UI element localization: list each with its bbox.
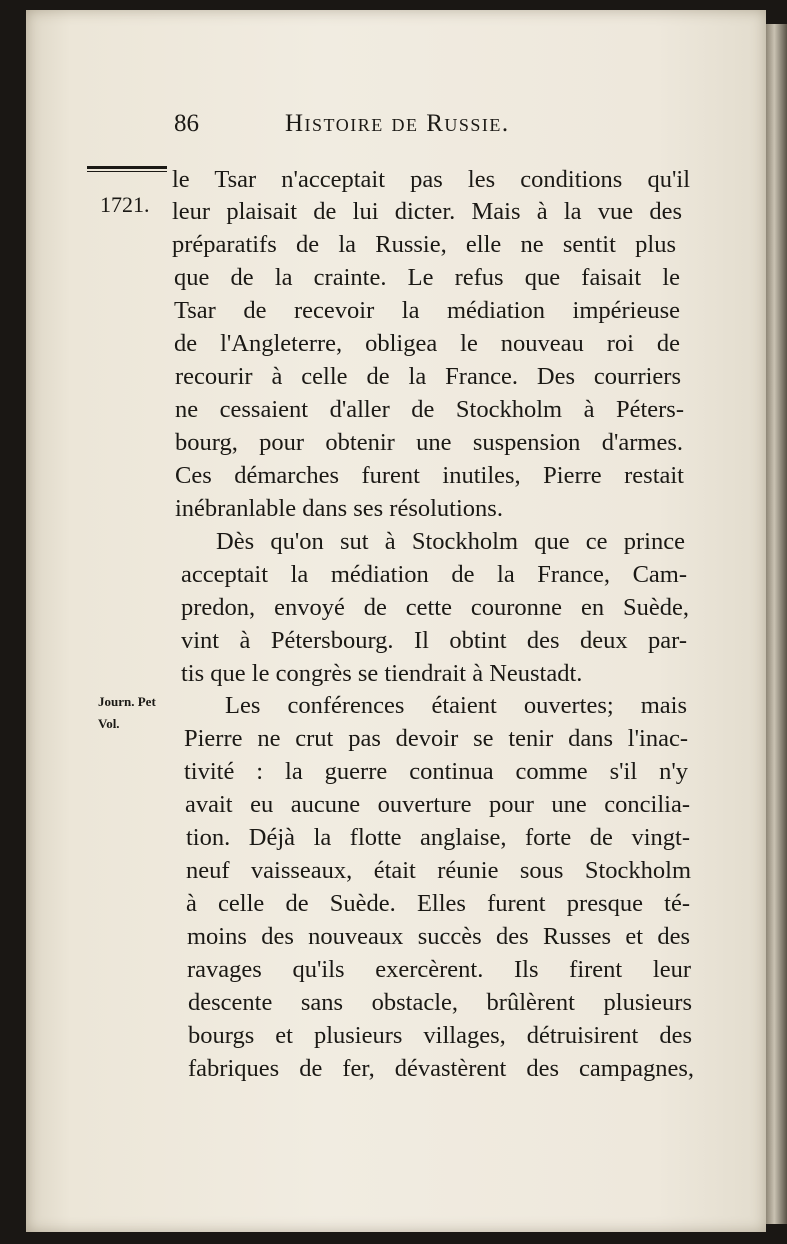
- text-line: descente sans obstacle, brûlèrent plusieurs: [188, 989, 692, 1016]
- book-edge: [766, 24, 787, 1224]
- text-line: de l'Angleterre, obligea le nouveau roi de: [174, 330, 680, 357]
- margin-note-journal: Journ. Pet: [98, 694, 156, 709]
- text-line: neuf vaisseaux, était réunie sous Stockholm: [186, 857, 691, 884]
- text-line: tion. Déjà la flotte anglaise, forte de vingt-: [186, 824, 690, 851]
- text-line: ravages qu'ils exercèrent. Ils firent leur: [187, 956, 691, 983]
- text-line: préparatifs de la Russie, elle ne sentit plus: [172, 231, 676, 258]
- text-line: tis que le congrès se tiendrait à Neustadt.: [181, 660, 583, 687]
- margin-note-volume: Vol.: [98, 716, 120, 731]
- margin-year: 1721.: [100, 192, 150, 217]
- margin-rule: [87, 166, 167, 172]
- text-line: tivité : la guerre continua comme s'il n'y: [184, 758, 688, 785]
- text-line: vint à Pétersbourg. Il obtint des deux par-: [181, 627, 687, 654]
- page-number: 86: [174, 110, 199, 137]
- text-line: à celle de Suède. Elles furent presque té-: [186, 890, 690, 917]
- text-line: fabriques de fer, dévastèrent des campagnes,: [188, 1055, 694, 1082]
- text-line: bourg, pour obtenir une suspension d'armes.: [175, 429, 683, 456]
- text-line: Dès qu'on sut à Stockholm que ce prince: [216, 528, 685, 555]
- text-line: inébranlable dans ses résolutions.: [175, 495, 503, 522]
- text-line: moins des nouveaux succès des Russes et des: [187, 923, 690, 950]
- text-line: leur plaisait de lui dicter. Mais à la vue des: [172, 198, 682, 225]
- running-title: Histoire de Russie.: [285, 110, 510, 137]
- text-line: Tsar de recevoir la médiation impérieuse: [174, 297, 680, 324]
- text-line: Pierre ne crut pas devoir se tenir dans l'inac-: [184, 725, 688, 752]
- text-line: recourir à celle de la France. Des courriers: [175, 363, 681, 390]
- text-line: predon, envoyé de cette couronne en Suède,: [181, 594, 689, 621]
- text-line: ne cessaient d'aller de Stockholm à Péters-: [175, 396, 684, 423]
- text-line: Les conférences étaient ouvertes; mais: [225, 692, 687, 719]
- text-line: Ces démarches furent inutiles, Pierre restait: [175, 462, 684, 489]
- text-line: le Tsar n'acceptait pas les conditions qu'il: [172, 166, 690, 193]
- text-line: que de la crainte. Le refus que faisait le: [174, 264, 680, 291]
- text-line: bourgs et plusieurs villages, détruisirent des: [188, 1022, 692, 1049]
- text-line: acceptait la médiation de la France, Cam-: [181, 561, 687, 588]
- text-line: avait eu aucune ouverture pour une concilia-: [185, 791, 690, 818]
